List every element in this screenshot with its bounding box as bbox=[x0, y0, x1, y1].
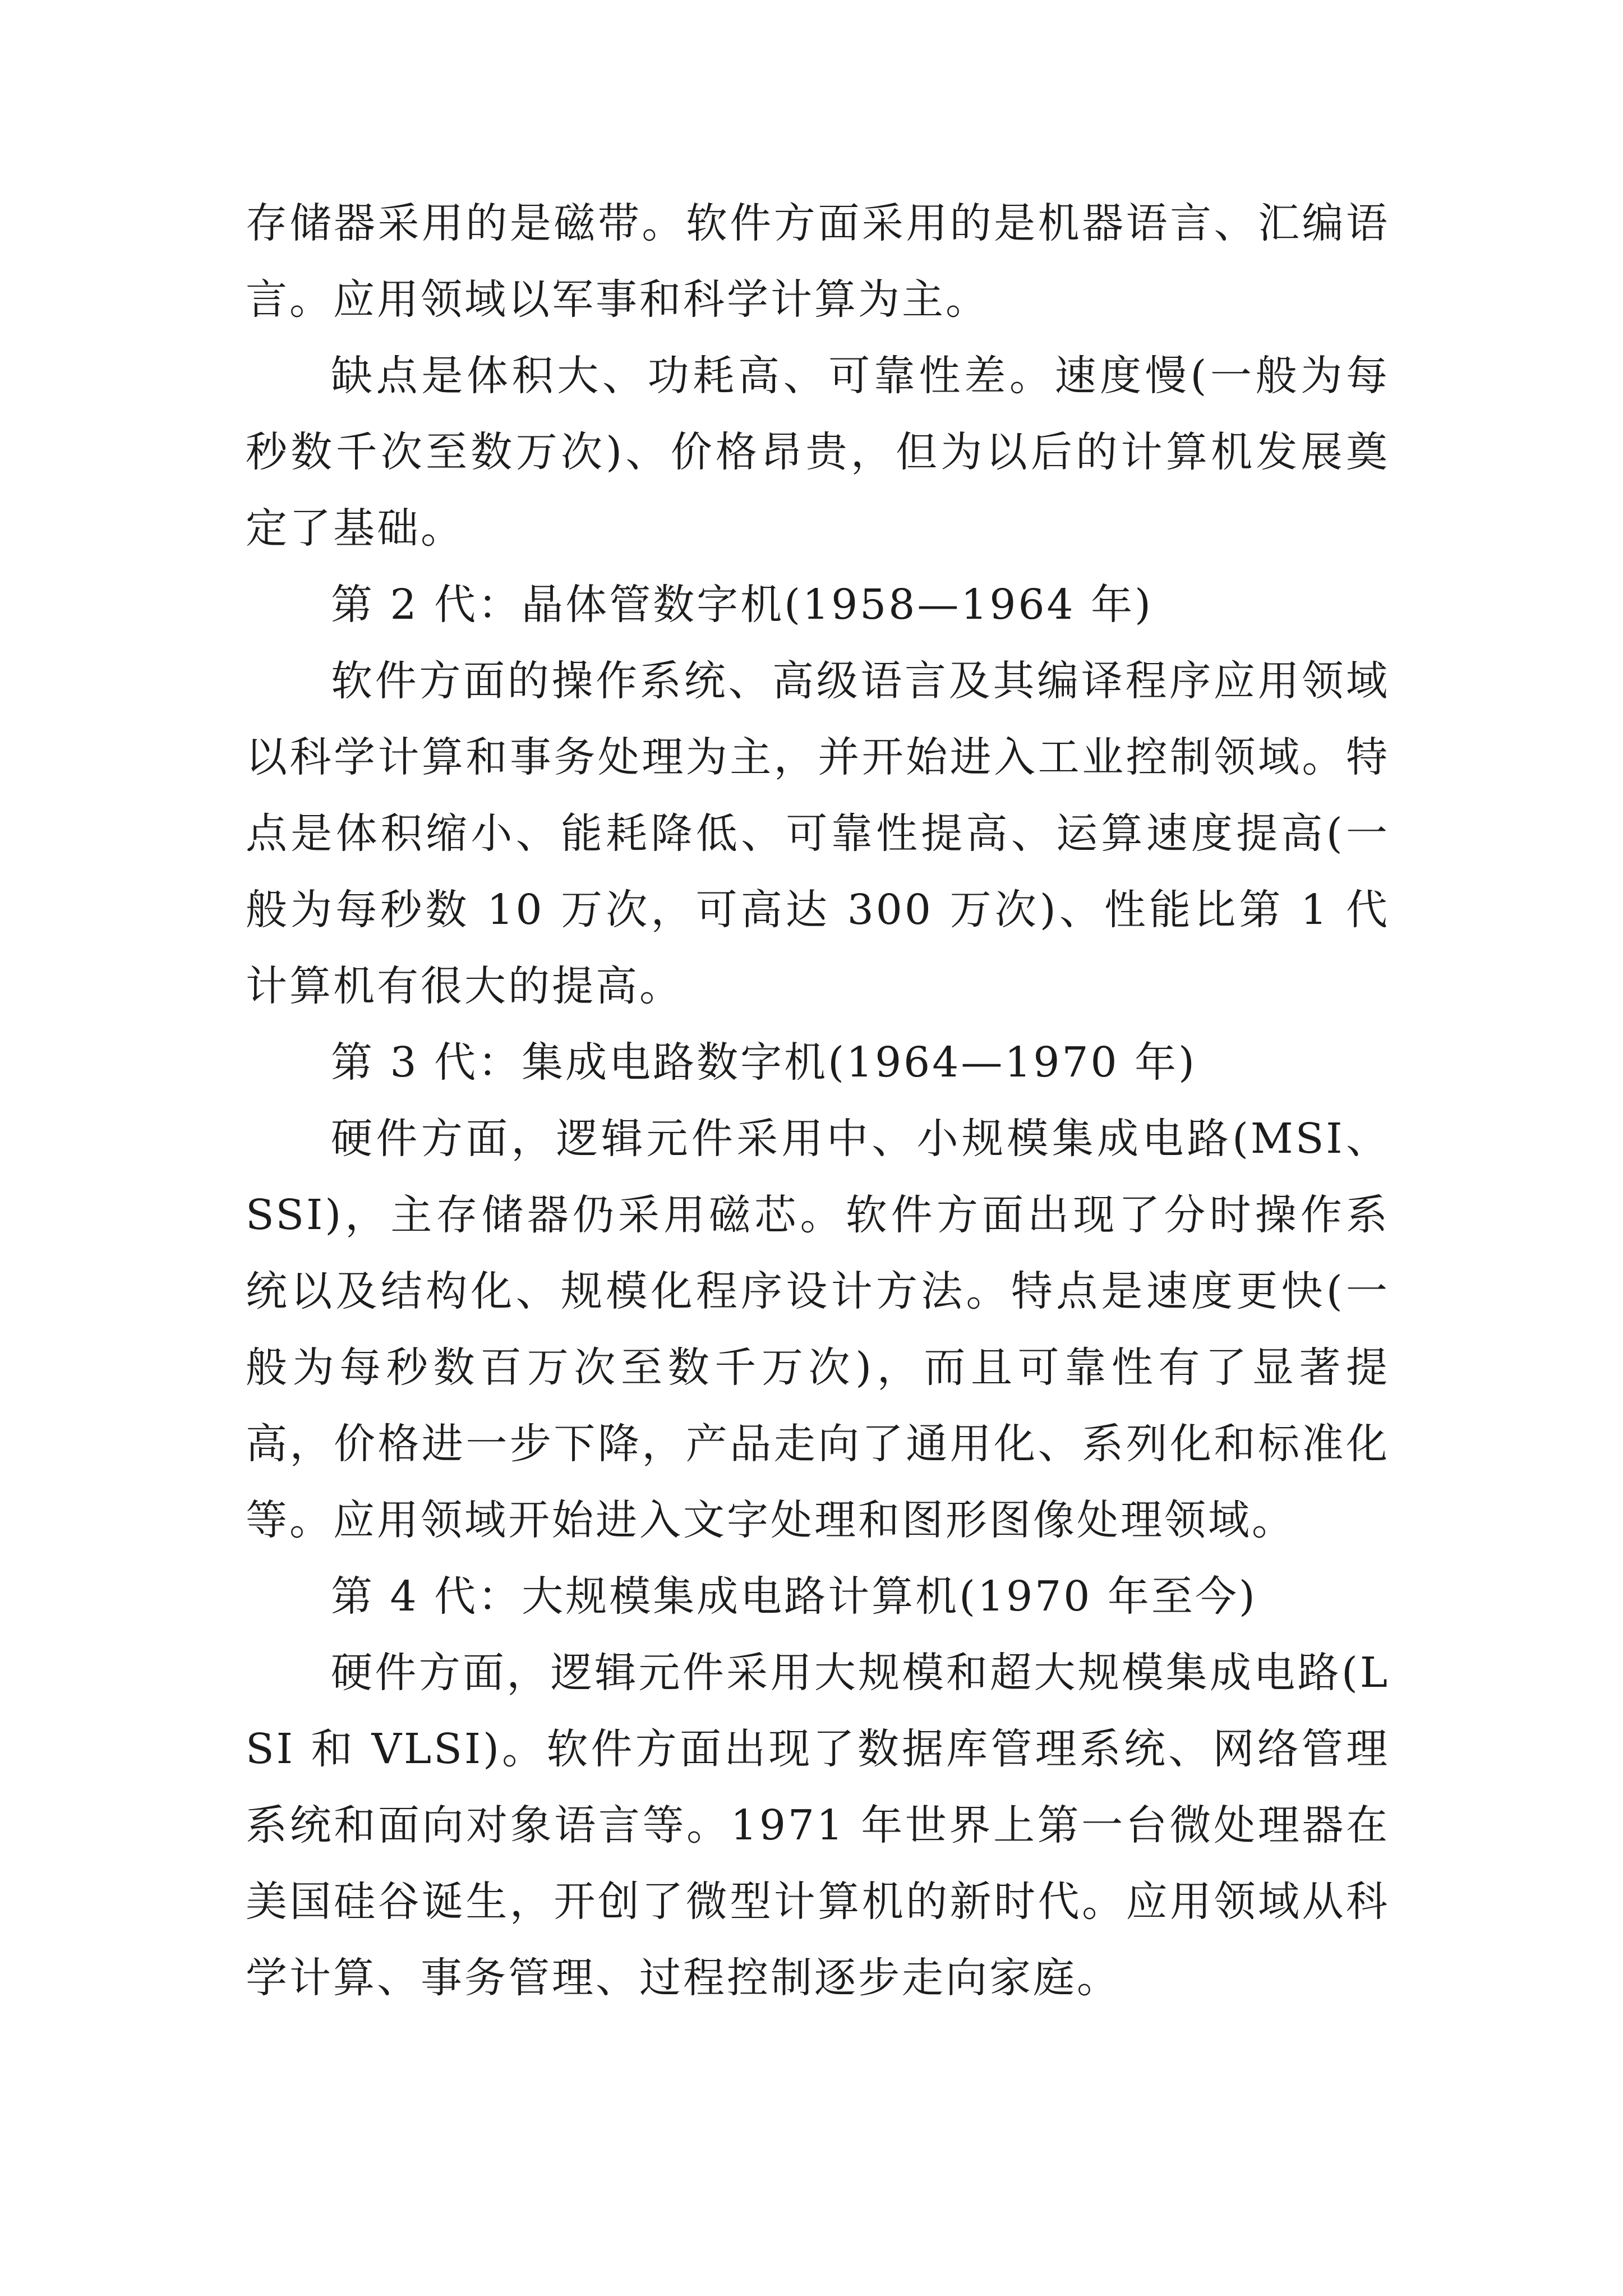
paragraph-first-gen-drawbacks: 缺点是体积大、功耗高、可靠性差。速度慢(一般为每秒数千次至数万次)、价格昂贵，但为以后的计算机发展奠定了基础。 bbox=[246, 352, 1390, 553]
document-body bbox=[246, 185, 1390, 2016]
paragraph-second-generation: 软件方面的操作系统、高级语言及其编译程序应用领域以科学计算和事务处理为主，并开始进入工业控制领域。特点是体积缩小、能耗降低、可靠性提高、运算速度提高(一般为每秒数 10 万次，可高达 300 万次)、性能比第 1 代计算机有很大的提高。 bbox=[246, 657, 1390, 1010]
paragraph-continuation: 存储器采用的是磁带。软件方面采用的是机器语言、汇编语言。应用领域以军事和科学计算为主。 bbox=[246, 199, 1390, 324]
heading-third-generation: 第 3 代：集成电路数字机(1964—1970 年) bbox=[331, 1038, 1197, 1087]
paragraph-third-generation: 硬件方面，逻辑元件采用中、小规模集成电路(MSI、SSI)，主存储器仍采用磁芯。软件方面出现了分时操作系统以及结构化、规模化程序设计方法。特点是速度更快(一般为每秒数百万次至数千万次)，而且可靠性有了显著提高，价格进一步下降，产品走向了通用化、系列化和标准化等。应用领域开始进入文字处理和图形图像处理领域。 bbox=[246, 1115, 1390, 1544]
heading-second-generation: 第 2 代：晶体管数字机(1958—1964 年) bbox=[331, 581, 1154, 629]
heading-fourth-generation: 第 4 代：大规模集成电路计算机(1970 年至今) bbox=[331, 1572, 1257, 1621]
paragraph-fourth-generation: 硬件方面，逻辑元件采用大规模和超大规模集成电路(LSI 和 VLSI)。软件方面出现了数据库管理系统、网络管理系统和面向对象语言等。1971 年世界上第一台微处理器在美国硅谷诞生，开创了微型计算机的新时代。应用领域从科学计算、事务管理、过程控制逐步走向家庭。 bbox=[246, 1649, 1390, 2002]
